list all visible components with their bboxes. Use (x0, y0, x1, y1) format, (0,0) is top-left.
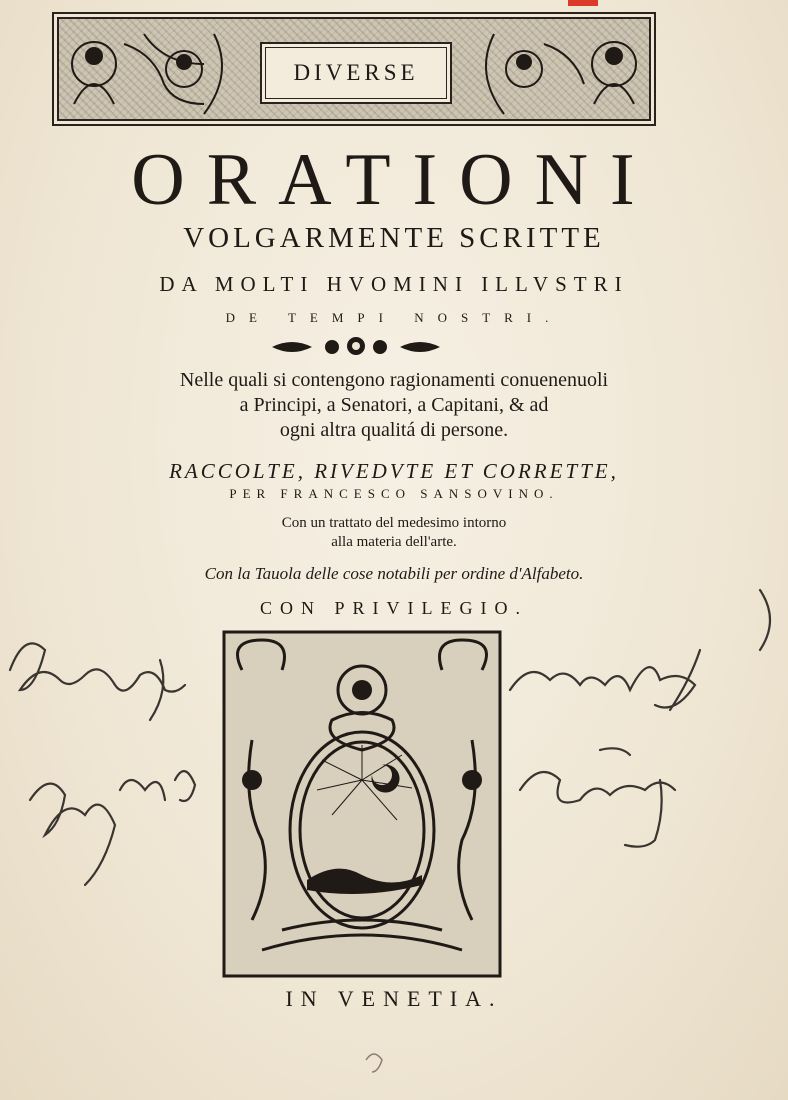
fleuron-ornament (272, 336, 440, 358)
red-library-mark (568, 0, 598, 6)
description-line: ogni altra qualitá di persone. (279, 419, 509, 441)
main-title: ORATIONI (131, 139, 657, 221)
editor-raccolte: RACCOLTE, RIVEDVTE ET CORRETTE, (169, 459, 619, 483)
printer-device-woodcut (222, 630, 502, 978)
title-line-3: DE TEMPI NOSTRI. (225, 310, 563, 325)
editor-name: PER FRANCESCO SANSOVINO. (229, 486, 559, 501)
treatise-line-2: alla materia dell'arte. (331, 534, 457, 550)
index-note: Con la Tauola delle cose notabili per ordine d'Alfabeto. (204, 564, 584, 583)
title-line-1: VOLGARMENTE SCRITTE (183, 222, 605, 254)
privilege: CON PRIVILEGIO. (260, 598, 528, 618)
treatise-line-1: Con un trattato del medesimo intorno (281, 515, 507, 531)
description-line: Nelle quali si contengono ragionamenti conuenenuoli (179, 369, 609, 391)
treatise-note (0, 514, 788, 552)
frieze-ornament (52, 12, 656, 126)
title-line-2: DA MOLTI HVOMINI ILLVSTRI (159, 272, 629, 296)
description-line: a Principi, a Senatori, a Capitani, & ad (239, 394, 549, 416)
frieze-label: DIVERSE (260, 42, 452, 104)
description (0, 368, 788, 443)
imprint: IN VENETIA. (285, 986, 503, 1011)
